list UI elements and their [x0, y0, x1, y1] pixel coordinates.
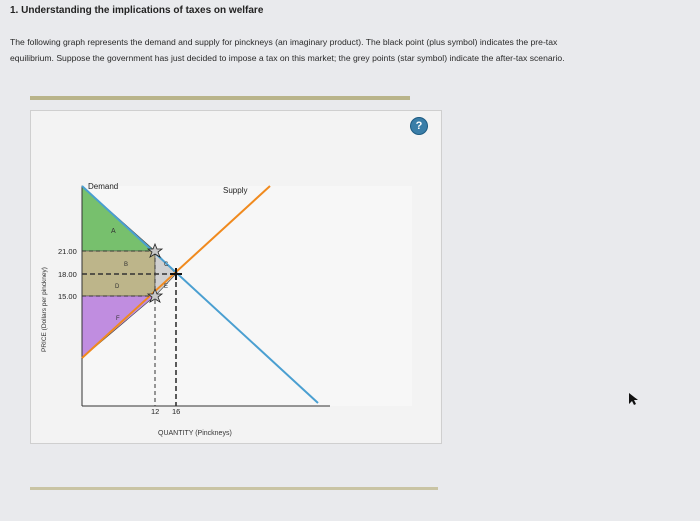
y-axis-label: PRICE (Dollars per pinckney) [41, 267, 48, 352]
mouse-cursor-icon [628, 392, 638, 406]
bottom-divider [30, 487, 438, 490]
area-label-B: B [124, 262, 129, 268]
x-tick-16: 16 [172, 407, 181, 416]
area-label-C: C [164, 262, 169, 268]
area-label-D: D [115, 284, 120, 290]
area-label-F: F [116, 316, 120, 322]
x-axis-label: QUANTITY (Pinckneys) [158, 430, 232, 437]
area-label-A: A [111, 228, 116, 235]
intro-line-2: equilibrium. Suppose the government has just decided to impose a tax on this market; the grey points (star symbol) indicate the after-tax scenario. [10, 53, 565, 63]
question-title: 1. Understanding the implications of taxes on welfare [10, 5, 264, 16]
y-tick-18: 18.00 [58, 270, 77, 279]
y-tick-21: 21.00 [58, 247, 77, 256]
demand-label: Demand [88, 182, 119, 191]
intro-line-1: The following graph represents the demand and supply for pinckneys (an imaginary product). The black point (plus symbol) indicates the pre-tax [10, 37, 558, 47]
area-label-E: E [164, 284, 169, 290]
x-tick-12: 12 [151, 407, 160, 416]
y-tick-15: 15.00 [58, 292, 77, 301]
supply-label: Supply [223, 186, 248, 195]
help-button[interactable]: ? [410, 117, 428, 135]
